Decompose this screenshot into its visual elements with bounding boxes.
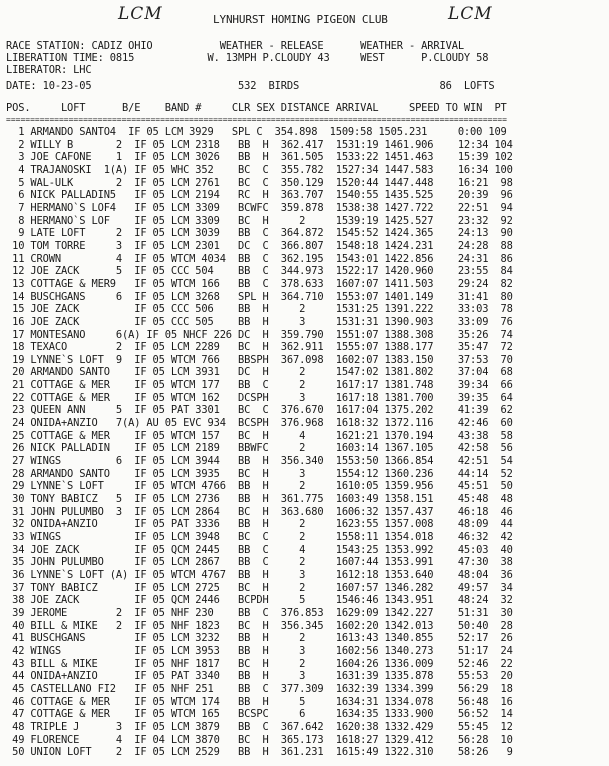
result-row: 17 MONTESANO 6(A) IF 05 NHCF 226 DC H 359.790 1551:07 1388.308 35:26 74 <box>6 328 513 341</box>
result-row: 20 ARMANDO SANTO IF 05 LCM 3931 DC H 2 1547:02 1381.802 37:04 68 <box>6 366 513 379</box>
result-row: 21 COTTAGE & MER IF 05 WTCM 177 BB C 2 1617:17 1381.748 39:34 66 <box>6 379 513 392</box>
result-row: 3 JOE CAFONE 1 IF 05 LCM 3026 BB H 361.505 1533:22 1451.463 15:39 102 <box>6 151 513 164</box>
handwritten-note-left: LCM <box>118 4 163 24</box>
result-row: 49 FLORENCE 4 IF 04 LCM 3870 BC H 365.173 1618:27 1329.412 56:28 10 <box>6 733 513 746</box>
result-row: 23 QUEEN ANN 5 IF 05 PAT 3301 BC C 376.670 1617:04 1375.202 41:39 62 <box>6 404 513 417</box>
result-row: 29 LYNNE`S LOFT IF 05 WTCM 4766 BB H 2 1610:05 1359.956 45:51 50 <box>6 480 513 493</box>
document-title: LYNHURST HOMING PIGEON CLUB <box>213 13 388 26</box>
result-row: 37 TONY BABICZ IF 05 LCM 2725 BC H 2 1607:57 1346.282 49:57 34 <box>6 581 513 594</box>
result-row: 30 TONY BABICZ 5 IF 05 LCM 2736 BB H 361.775 1603:49 1358.151 45:48 48 <box>6 493 513 506</box>
result-row: 2 WILLY B 2 IF 05 LCM 2318 BB H 362.417 1531:19 1461.906 12:34 104 <box>6 138 513 151</box>
header-line-liberator: LIBERATOR: LHC <box>6 64 92 76</box>
results-list <box>6 126 513 759</box>
result-row: 48 TRIPLE J 3 IF 05 LCM 3879 BB C 367.642 1620:38 1332.429 55:45 12 <box>6 720 513 733</box>
column-header: POS. LOFT B/E BAND # CLR SEX DISTANCE ARRIVAL SPEED TO WIN PT <box>6 102 507 114</box>
result-row: 40 BILL & MIKE 2 IF 05 NHF 1823 BC H 356.345 1602:20 1342.013 50:40 28 <box>6 619 513 632</box>
result-row: 1 ARMANDO SANTO4 IF 05 LCM 3929 SPL C 354.898 1509:58 1505.231 0:00 109 <box>6 126 507 138</box>
handwritten-note-right: LCM <box>448 4 493 24</box>
result-row: 18 TEXACO 2 IF 05 LCM 2289 BC H 362.911 1555:07 1388.177 35:47 72 <box>6 341 513 354</box>
result-row: 28 ARMANDO SANTO IF 05 LCM 3935 BC H 3 1554:12 1360.236 44:14 52 <box>6 467 513 480</box>
separator-line: ======================================================================================================== <box>6 115 507 124</box>
result-row: 15 JOE ZACK IF 05 CCC 506 BB H 2 1531:25 1391.222 33:03 78 <box>6 303 513 316</box>
header-line-station: RACE STATION: CADIZ OHIO WEATHER - RELEASE WEATHER - ARRIVAL <box>6 40 464 52</box>
result-row: 27 WINGS 6 IF 05 LCM 3944 BB H 356.340 1553:50 1366.854 42:51 54 <box>6 455 513 468</box>
result-row: 43 BILL & MIKE IF 05 NHF 1817 BC H 2 1604:26 1336.009 52:46 22 <box>6 657 513 670</box>
result-row: 16 JOE ZACK IF 05 CCC 505 BB H 3 1531:31 1390.903 33:09 76 <box>6 315 513 328</box>
result-row: 41 BUSCHGANS IF 05 LCM 3232 BB H 2 1613:43 1340.855 52:17 26 <box>6 632 513 645</box>
result-row: 6 NICK PALLADIN5 IF 05 LCM 2194 RC H 363.707 1540:55 1435.525 20:39 96 <box>6 189 513 202</box>
header-line-date: DATE: 10-23-05 532 BIRDS 86 LOFTS <box>6 80 495 92</box>
result-row: 8 HERMANO`S LOF IF 05 LCM 3309 BC H 2 1539:19 1425.527 23:32 92 <box>6 214 513 227</box>
result-row: 46 COTTAGE & MER IF 05 WTCM 174 BB H 5 1634:31 1334.078 56:48 16 <box>6 695 513 708</box>
result-row: 26 NICK PALLADIN IF 05 LCM 2189 BBWFC 2 1603:14 1367.105 42:58 56 <box>6 442 513 455</box>
result-row: 35 JOHN PULUMBO IF 05 LCM 2867 BB C 2 1607:44 1353.991 47:30 38 <box>6 556 513 569</box>
result-row: 34 JOE ZACK IF 05 QCM 2445 BB C 4 1543:25 1353.992 45:03 40 <box>6 543 513 556</box>
result-row: 11 CROWN 4 IF 05 WTCM 4034 BB C 362.195 1543:01 1422.856 24:31 86 <box>6 252 513 265</box>
result-row: 32 ONIDA+ANZIO IF 05 PAT 3336 BB H 2 1623:55 1357.008 48:09 44 <box>6 518 513 531</box>
result-row: 12 JOE ZACK 5 IF 05 CCC 504 BB C 344.973 1522:17 1420.960 23:55 84 <box>6 265 513 278</box>
result-row: 22 COTTAGE & MER IF 05 WTCM 162 DCSPH 3 1617:18 1381.700 39:35 64 <box>6 391 513 404</box>
result-row: 39 JEROME 2 IF 05 NHF 230 BB C 376.853 1629:09 1342.227 51:31 30 <box>6 606 513 619</box>
result-row: 9 LATE LOFT 2 IF 05 LCM 3039 BB C 364.872 1545:52 1424.365 24:13 90 <box>6 227 513 240</box>
result-row: 31 JOHN PULUMBO 3 IF 05 LCM 2864 BC H 363.680 1606:32 1357.437 46:18 46 <box>6 505 513 518</box>
result-row: 36 LYNNE`S LOFT (A) IF 05 WTCM 4767 BB H 3 1612:18 1353.640 48:04 36 <box>6 568 513 581</box>
result-row: 47 COTTAGE & MER IF 05 WTCM 165 BCSPC 6 1634:35 1333.900 56:52 14 <box>6 708 513 721</box>
result-row: 38 JOE ZACK IF 05 QCM 2446 BCPDH 5 1546:46 1343.951 48:24 32 <box>6 594 513 607</box>
result-row: 4 TRAJANOSKI 1(A) IF 05 WHC 352 BC C 355.782 1527:34 1447.583 16:34 100 <box>6 163 513 176</box>
result-row: 13 COTTAGE & MER9 IF 05 WTCM 166 BB C 378.633 1607:07 1411.503 29:24 82 <box>6 277 513 290</box>
result-row: 24 ONIDA+ANZIO 7(A) AU 05 EVC 934 BCSPH 376.968 1618:32 1372.116 42:46 60 <box>6 417 513 430</box>
result-row: 42 WINGS IF 05 LCM 3953 BB H 3 1602:56 1340.273 51:17 24 <box>6 644 513 657</box>
result-row: 14 BUSCHGANS 6 IF 05 LCM 3268 SPL H 364.710 1553:07 1401.149 31:41 80 <box>6 290 513 303</box>
header-line-liberation: LIBERATION TIME: 0815 W. 13MPH P.CLOUDY 43 WEST P.CLOUDY 58 <box>6 52 489 64</box>
result-row: 44 ONIDA+ANZIO IF 05 PAT 3340 BB H 3 1631:39 1335.878 55:53 20 <box>6 670 513 683</box>
result-row: 19 LYNNE`S LOFT 9 IF 05 WTCM 766 BBSPH 367.098 1602:07 1383.150 37:53 70 <box>6 353 513 366</box>
result-row: 33 WINGS IF 05 LCM 3948 BC C 2 1558:11 1354.018 46:32 42 <box>6 531 513 543</box>
result-row: 7 HERMANO`S LOF4 IF 05 LCM 3309 BCWFC 359.878 1538:38 1427.722 22:51 94 <box>6 201 513 214</box>
result-row: 45 CASTELLANO FI2 IF 05 NHF 251 BB C 377.309 1632:39 1334.399 56:29 18 <box>6 682 513 695</box>
result-row: 50 UNION LOFT 2 IF 05 LCM 2529 BB H 361.231 1615:49 1322.310 58:26 9 <box>6 746 513 759</box>
result-row: 10 TOM TORRE 3 IF 05 LCM 2301 DC C 366.807 1548:18 1424.231 24:28 88 <box>6 239 513 252</box>
result-row: 5 WAL-ULK 2 IF 05 LCM 2761 BC C 350.129 1520:44 1447.448 16:21 98 <box>6 176 513 189</box>
result-row: 25 COTTAGE & MER IF 05 WTCM 157 BC H 4 1621:21 1370.194 43:38 58 <box>6 429 513 442</box>
